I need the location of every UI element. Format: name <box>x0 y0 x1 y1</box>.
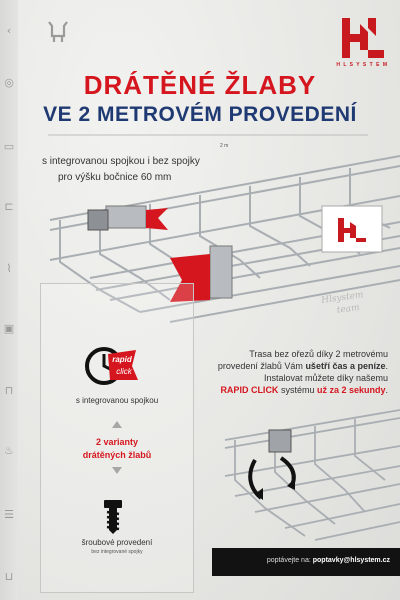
info-line-2-start: provedení žlabů Vám <box>217 361 306 371</box>
title-line-1: DRÁTĚNÉ ŽLABY <box>83 70 317 100</box>
subtitle-line-2: pro výšku bočnice 60 mm <box>58 172 172 183</box>
cable-icon: ☰ <box>4 508 14 521</box>
rapid-badge-top: rapid <box>112 355 132 364</box>
coupler-detail-illustration <box>205 400 400 550</box>
info-text <box>198 348 388 396</box>
signature-line-1: Hlsystem <box>320 290 365 306</box>
title-underline-shadow <box>48 132 368 142</box>
arrow-up-icon <box>112 421 122 428</box>
rapid-click-icon <box>84 344 140 388</box>
screw-icon <box>102 500 124 534</box>
info-line-2 <box>198 360 388 372</box>
coupler-bottom <box>210 246 232 298</box>
coupler-clip <box>269 430 291 452</box>
logo-text: H L S Y S T E M <box>336 62 388 68</box>
title-line-2: VE 2 METROVÉM PROVEDENÍ <box>43 103 357 126</box>
arrow-down-icon <box>112 467 122 474</box>
info-line-4-bold: už za 2 sekundy <box>316 385 386 395</box>
coupler-top <box>106 206 146 228</box>
footer-email-link[interactable]: poptavky@hlsystem.cz <box>312 557 390 564</box>
info-line-3: Instalovat můžete díky našemu <box>263 373 388 383</box>
info-line-1: Trasa bez ořezů díky 2 metrovému <box>249 349 388 359</box>
info-line-4-mid: systému <box>278 385 317 395</box>
footer-text <box>212 557 390 564</box>
flame-icon: ♨ <box>4 444 14 457</box>
screw-subcaption: bez integrované spojky <box>91 549 143 555</box>
signature-line-2: team <box>336 302 361 316</box>
footer-prefix: poptávejte na: <box>266 557 313 564</box>
variants-line-2: drátěných žlabů <box>82 450 152 460</box>
info-line-4 <box>198 384 388 396</box>
clip-top <box>88 210 108 230</box>
red-flag-top <box>146 208 168 230</box>
rapid-badge-bottom: click <box>116 367 132 376</box>
screw-caption: šroubové provedení <box>81 538 153 547</box>
rapid-click-text: RAPID CLICK <box>220 385 279 395</box>
tray-bracket-icon <box>42 16 74 48</box>
bolt-icon: ⌇ <box>6 262 12 275</box>
variants-label <box>40 436 194 462</box>
info-line-4-end: . <box>385 385 388 395</box>
dimension-label: 2 m <box>220 143 229 149</box>
subtitle-line-1: s integrovanou spojkou i bez spojky <box>42 156 200 167</box>
battery-icon: ▭ <box>3 140 15 153</box>
footer-bar <box>212 548 400 576</box>
info-line-2-end: . <box>385 361 388 371</box>
rapid-caption: s integrovanou spojkou <box>75 396 159 405</box>
rack-icon: ▣ <box>3 322 15 335</box>
connector-icon: ⊏ <box>4 200 14 213</box>
plug-icon: ⊓ <box>4 384 14 397</box>
info-line-2-bold: ušetří čas a peníze <box>305 361 386 371</box>
chevron-icon: ‹ <box>6 24 12 37</box>
variants-line-1: 2 varianty <box>95 437 139 447</box>
target-icon: ◎ <box>4 76 14 89</box>
bracket-icon: ⊔ <box>4 570 14 583</box>
